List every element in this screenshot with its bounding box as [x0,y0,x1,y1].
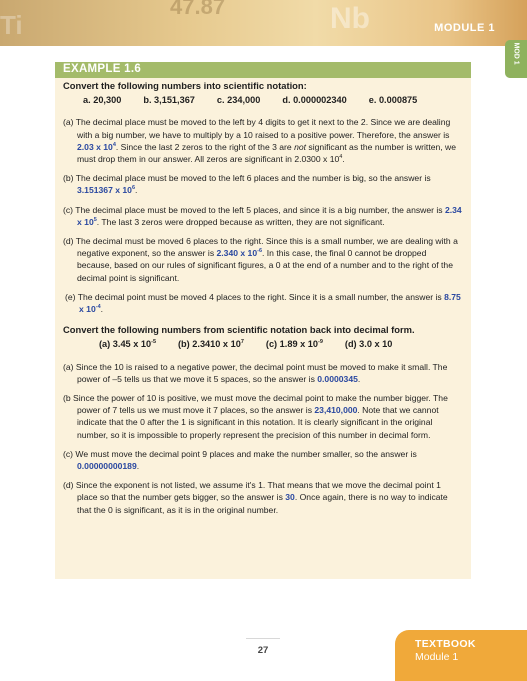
option-e: e. 0.000875 [368,95,418,106]
option-b: (b) 2.3410 x $10^7$ [178,339,244,350]
question-2: Convert the following numbers from scientific notation back into decimal form. [63,324,415,336]
answer-1a: (a) The decimal place must be moved to the left by 4 digits to get it next to the 2. Since we are dealing with a big number, we have to multiply by a 10 raised to a positive power. Therefore, the answer is 2.03 x $10^4$. Since the last 2 zeros to the right of the 3 are not significant as the number is written, we must drop them in our answer. All zeros are significant in 2.0300 x $10^4$. [63,117,457,165]
option-c: (c) 1.89 x $10^{-9}$ [265,339,323,350]
answer-2d: (d) Since the exponent is not listed, we assume it's 1. That means that we move the decimal point 1 place so that the number gets bigger, so the answer is 30. Once again, there is no way to indicate that the 0 is significant, as it is in the original number. [63,480,448,515]
question-1-options [63,94,463,106]
answer-1c: (c) The decimal place must be moved to the left 5 places, and since it is a big number, the answer is 2.34 x $10^5$. The last 3 zeros were dropped because as written, they are not significant. [63,204,462,227]
answer-value: 30 [285,492,295,503]
textbook-label: TEXTBOOK [415,638,476,650]
question-2-options [63,338,463,350]
option-d: d. 0.000002340 [282,95,347,106]
page-divider [246,638,280,639]
example-content [63,80,463,523]
example-title-bar [55,62,471,78]
answer-1e: (e) The decimal point must be moved 4 places to the right. Since it is a small number, the answer is 8.75 x $10^{-4}$. [65,291,461,315]
option-d: (d) 3.0 x 10 [344,339,393,350]
page-number: 27 [257,645,269,656]
option-b: b. 3,151,367 [143,95,195,106]
example-title: EXAMPLE 1.6 [63,63,142,75]
answer-value: 2.03 x $10^4$ [77,141,116,152]
module-label: MODULE 1 [434,22,495,34]
question-1: Convert the following numbers into scientific notation: [63,80,307,91]
answer-1d: (d) The decimal must be moved 6 places to the right. Since this is a small number, we are dealing with a negative exponent, so the answer is 2.340 x $10^{-6}$. In this case, the final 0 cannot be dropped because, based on our rules of significant figures, a 0 at the end of a number and to the right of the decimal point is significant. [63,236,458,283]
answer-2b: (b Since the power of 10 is positive, we must move the decimal point to make the number bigger. The power of 7 tells us we must move it 7 places, so the answer is 23,410,000. Note that we cannot indicate that the 0 after the 1 is significant in this notation. It is clearly significant in the original number, so it is impossible to properly represent the precision of this number in decimal form. [63,393,448,440]
option-a: (a) 3.45 x $10^{-5}$ [99,339,156,350]
answer-value: 0.00000000189 [77,461,137,472]
answer-value: 8.75 x $10^{-4}$ [79,291,461,315]
answer-value: 0.0000345 [317,373,358,384]
header-banner [0,0,527,46]
answer-value: 23,410,000 [314,405,358,416]
answer-value: 2.34 x $10^5$ [77,204,462,227]
answer-2a: (a) Since the 10 is raised to a negative power, the decimal point must be moved to make it small. The power of –5 tells us that we move it 5 spaces, so the answer is 0.0000345. [63,361,448,384]
option-c: c. 234,000 [216,95,261,106]
answer-value: 3.151367 x $10^6$ [77,185,136,196]
answer-2c: (c) We must move the decimal point 9 places and make the number smaller, so the answer is 0.00000000189. [63,448,417,472]
option-a: a. 20,300 [83,95,122,106]
module-sublabel: Module 1 [415,651,459,663]
header-decoration: 47.87 [170,0,226,19]
side-tab [505,40,527,78]
header-decoration: Nb [330,2,370,35]
answer-value: 2.340 x $10^{-6}$ [216,248,263,259]
answer-1b: (b) The decimal place must be moved to the left 6 places and the number is big, so the answer is 3.151367 x $10^6$. [63,173,431,196]
side-tab-label: MOD 1 [512,42,520,65]
textbook-tab [395,630,527,681]
header-decoration: Ti [0,10,23,40]
